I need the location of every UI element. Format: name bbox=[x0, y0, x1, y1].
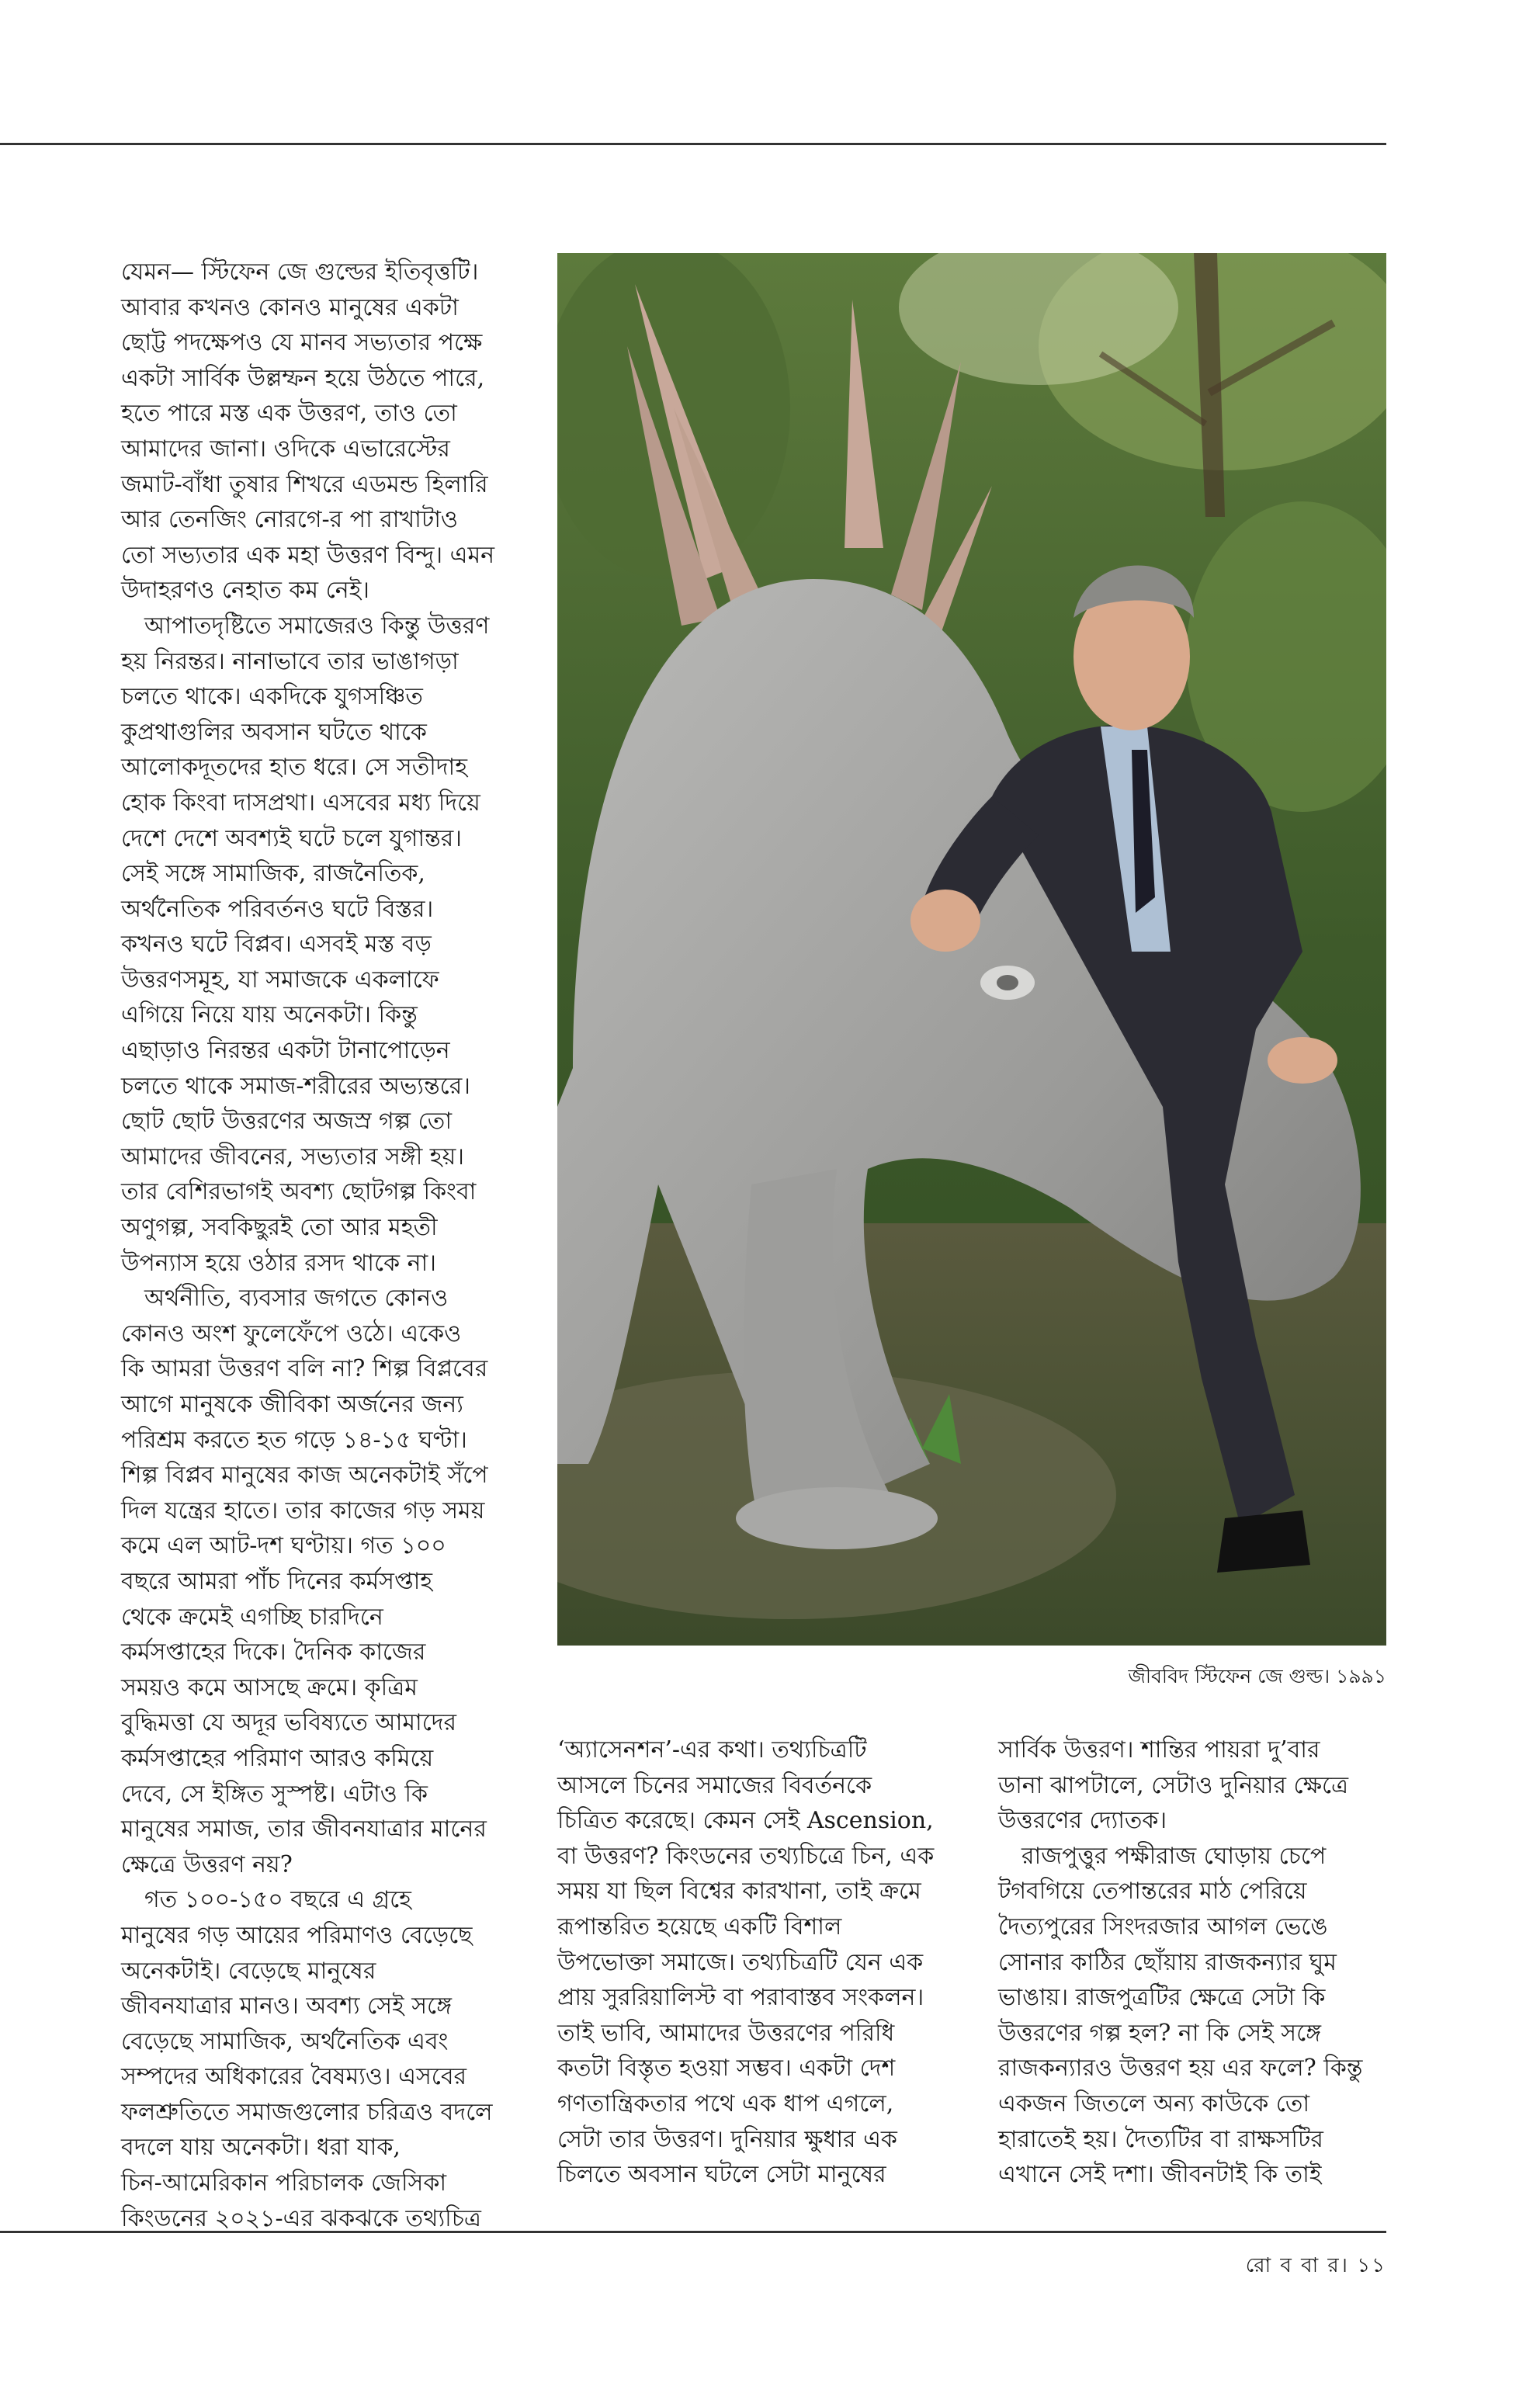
text-line: চলতে থাকে। একদিকে যুগসঞ্চিত bbox=[121, 683, 423, 711]
text-line: বুদ্ধিমত্তা যে অদূর ভবিষ্যতে আমাদের bbox=[121, 1709, 457, 1737]
text-line: তাই ভাবি, আমাদের উত্তরণের পরিধি bbox=[557, 2019, 895, 2047]
text-line: থেকে ক্রমেই এগচ্ছি চারদিনে bbox=[121, 1603, 383, 1631]
text-line: ‘অ্যাসেনশন’-এর কথা। তথ্যচিত্রটি bbox=[557, 1736, 867, 1764]
text-line: কখনও ঘটে বিপ্লব। এসবই মস্ত বড় bbox=[121, 931, 432, 959]
text-line: উদাহরণও নেহাত কম নেই। bbox=[121, 577, 370, 605]
text-line: মানুষের সমাজ, তার জীবনযাত্রার মানের bbox=[121, 1816, 487, 1843]
text-line: বদলে যায় অনেকটা। ধরা যাক, bbox=[121, 2134, 401, 2162]
text-line: সম্পদের অধিকারের বৈষম্যও। এসবের bbox=[121, 2063, 467, 2091]
text-line: টগবগিয়ে তেপান্তরের মাঠ পেরিয়ে bbox=[998, 1878, 1307, 1906]
text-line: শিল্প বিপ্লব মানুষের কাজ অনেকটাই সঁপে bbox=[121, 1462, 488, 1490]
text-line: দৈত্যপুরের সিংদরজার আগল ভেঙে bbox=[998, 1913, 1328, 1940]
text-line: মানুষের গড় আয়ের পরিমাণও বেড়েছে bbox=[121, 1921, 473, 1949]
text-line: হতে পারে মস্ত এক উত্তরণ, তাও তো bbox=[121, 400, 457, 428]
text-line: কতটা বিস্তৃত হওয়া সম্ভব। একটা দেশ bbox=[557, 2055, 896, 2083]
text-line: হয় নিরন্তর। নানাভাবে তার ভাঙাগড়া bbox=[121, 647, 459, 675]
photo-stephen-jay-gould-stegosaurus bbox=[557, 253, 1386, 1646]
text-line: আমাদের জীবনের, সভ্যতার সঙ্গী হয়। bbox=[121, 1143, 464, 1170]
text-line: গত ১০০-১৫০ বছরে এ গ্রহে bbox=[144, 1886, 411, 1914]
text-line: প্রায় সুররিয়ালিস্ট বা পরাবাস্তব সংকলন। bbox=[557, 1984, 924, 2012]
text-line: সোনার কাঠির ছোঁয়ায় রাজকন্যার ঘুম bbox=[998, 1948, 1337, 1976]
text-line: উত্তরণের গল্প হল? না কি সেই সঙ্গে bbox=[998, 2019, 1322, 2047]
text-line: কর্মসপ্তাহের পরিমাণ আরও কমিয়ে bbox=[121, 1744, 434, 1772]
text-line: এছাড়াও নিরন্তর একটা টানাপোড়েন bbox=[121, 1037, 450, 1065]
text-line: ক্ষেত্রে উত্তরণ নয়? bbox=[121, 1850, 293, 1878]
page-footer: রো ব বা র। ১১ bbox=[1245, 2254, 1386, 2277]
text-line: দেশে দেশে অবশ্যই ঘটে চলে যুগান্তর। bbox=[121, 824, 462, 852]
article-column-2 bbox=[557, 1732, 934, 2193]
text-line: একটা সার্বিক উল্লম্ফন হয়ে উঠতে পারে, bbox=[121, 364, 485, 392]
text-line: আপাতদৃষ্টিতে সমাজেরও কিন্তু উত্তরণ bbox=[144, 612, 490, 640]
text-line: চলতে থাকে সমাজ-শরীরের অভ্যন্তরে। bbox=[121, 1072, 470, 1100]
text-line: বছরে আমরা পাঁচ দিনের কর্মসপ্তাহ bbox=[121, 1567, 433, 1595]
text-line: কিংডনের ২০২১-এর ঝকঝকে তথ্যচিত্র bbox=[121, 2204, 481, 2232]
text-line: আগে মানুষকে জীবিকা অর্জনের জন্য bbox=[121, 1391, 463, 1418]
text-line: চিলতে অবসান ঘটলে সেটা মানুষের bbox=[557, 2161, 886, 2189]
text-line: জীবনযাত্রার মানও। অবশ্য সেই সঙ্গে bbox=[121, 1992, 452, 2020]
top-rule bbox=[0, 143, 1386, 145]
text-line: অর্থনৈতিক পরিবর্তনও ঘটে বিস্তর। bbox=[121, 895, 434, 923]
text-line: উত্তরণসমূহ, যা সমাজকে একলাফে bbox=[121, 966, 439, 994]
text-line: দেবে, সে ইঙ্গিত সুস্পষ্ট। এটাও কি bbox=[121, 1780, 428, 1808]
text-line: অর্থনীতি, ব্যবসার জগতে কোনও bbox=[144, 1285, 449, 1313]
text-line: হোক কিংবা দাসপ্রথা। এসবের মধ্য দিয়ে bbox=[121, 789, 480, 817]
text-line: আমাদের জানা। ওদিকে এভারেস্টের bbox=[121, 435, 450, 463]
text-line: কোনও অংশ ফুলেফেঁপে ওঠে। একেও bbox=[121, 1320, 462, 1347]
text-line: পরিশ্রম করতে হত গড়ে ১৪-১৫ ঘণ্টা। bbox=[121, 1426, 467, 1454]
text-line: আবার কখনও কোনও মানুষের একটা bbox=[121, 293, 459, 321]
text-line: রূপান্তরিত হয়েছে একটি বিশাল bbox=[557, 1913, 842, 1940]
text-line: হারাতেই হয়। দৈত্যটির বা রাক্ষসটির bbox=[998, 2125, 1323, 2153]
text-line: সময় যা ছিল বিশ্বের কারখানা, তাই ক্রমে bbox=[557, 1878, 921, 1906]
text-line: উপন্যাস হয়ে ওঠার রসদ থাকে না। bbox=[121, 1249, 436, 1277]
text-line: কমে এল আট-দশ ঘণ্টায়। গত ১০০ bbox=[121, 1532, 446, 1560]
text-line: জমাট-বাঁধা তুষার শিখরে এডমন্ড হিলারি bbox=[121, 470, 488, 498]
text-line: উপভোক্তা সমাজে। তথ্যচিত্রটি যেন এক bbox=[557, 1948, 924, 1976]
text-line: সেই সঙ্গে সামাজিক, রাজনৈতিক, bbox=[121, 860, 425, 888]
text-line: সেটা তার উত্তরণ। দুনিয়ার ক্ষুধার এক bbox=[557, 2125, 897, 2153]
text-line: আর তেনজিং নোরগে-র পা রাখাটাও bbox=[121, 506, 458, 534]
text-line: একজন জিতলে অন্য কাউকে তো bbox=[998, 2090, 1310, 2117]
text-line: রাজপুত্তুর পক্ষীরাজ ঘোড়ায় চেপে bbox=[1021, 1842, 1327, 1870]
article-column-3 bbox=[998, 1732, 1363, 2193]
text-line: বেড়েছে সামাজিক, অর্থনৈতিক এবং bbox=[121, 2027, 449, 2055]
text-line: তো সভ্যতার এক মহা উত্তরণ বিন্দু। এমন bbox=[121, 541, 495, 569]
text-line: চিন-আমেরিকান পরিচালক জেসিকা bbox=[121, 2169, 447, 2197]
text-line: এখানে সেই দশা। জীবনটাই কি তাই bbox=[998, 2161, 1322, 2189]
text-line: এগিয়ে নিয়ে যায় অনেকটা। কিন্তু bbox=[121, 1001, 418, 1029]
article-column-1 bbox=[121, 255, 494, 2236]
text-line: আসলে চিনের সমাজের বিবর্তনকে bbox=[557, 1771, 872, 1799]
text-line: ভাঙায়। রাজপুত্রটির ক্ষেত্রে সেটা কি bbox=[998, 1984, 1326, 2012]
text-line: রাজকন্যারও উত্তরণ হয় এর ফলে? কিন্তু bbox=[998, 2055, 1363, 2083]
text-line: সার্বিক উত্তরণ। শান্তির পায়রা দু’বার bbox=[998, 1736, 1320, 1764]
text-line: অনেকটাই। বেড়েছে মানুষের bbox=[121, 1957, 376, 1985]
text-line: কর্মসপ্তাহের দিকে। দৈনিক কাজের bbox=[121, 1639, 426, 1666]
text-line: তার বেশিরভাগই অবশ্য ছোটগল্প কিংবা bbox=[121, 1178, 477, 1206]
text-line: যেমন— স্টিফেন জে গুল্ডের ইতিবৃত্তটি। bbox=[121, 258, 479, 286]
text-line: ছোট ছোট উত্তরণের অজস্র গল্প তো bbox=[121, 1108, 453, 1136]
photo-caption: জীববিদ স্টিফেন জে গুল্ড। ১৯৯১ bbox=[1128, 1665, 1386, 1687]
text-line: আলোকদূতদের হাত ধরে। সে সতীদাহ bbox=[121, 754, 468, 782]
text-line: অণুগল্প, সবকিছুরই তো আর মহতী bbox=[121, 1214, 438, 1242]
text-line: বা উত্তরণ? কিংডনের তথ্যচিত্রে চিন, এক bbox=[557, 1842, 935, 1870]
text-line: ডানা ঝাপটালে, সেটাও দুনিয়ার ক্ষেত্রে bbox=[998, 1771, 1349, 1799]
text-line: সময়ও কমে আসছে ক্রমে। কৃত্রিম bbox=[121, 1673, 418, 1701]
text-line: চিত্রিত করেছে। কেমন সেই Ascension, bbox=[557, 1807, 934, 1835]
text-line: দিল যন্ত্রের হাতে। তার কাজের গড় সময় bbox=[121, 1496, 485, 1524]
text-line: ফলশ্রুতিতে সমাজগুলোর চরিত্রও বদলে bbox=[121, 2098, 493, 2126]
text-line: গণতান্ত্রিকতার পথে এক ধাপ এগলে, bbox=[557, 2090, 894, 2117]
text-line: কুপ্রথাগুলির অবসান ঘটতে থাকে bbox=[121, 718, 427, 746]
text-line: উত্তরণের দ্যোতক। bbox=[998, 1807, 1167, 1835]
text-line: ছোট্ট পদক্ষেপও যে মানব সভ্যতার পক্ষে bbox=[121, 329, 483, 357]
text-line: কি আমরা উত্তরণ বলি না? শিল্প বিপ্লবের bbox=[121, 1355, 488, 1383]
